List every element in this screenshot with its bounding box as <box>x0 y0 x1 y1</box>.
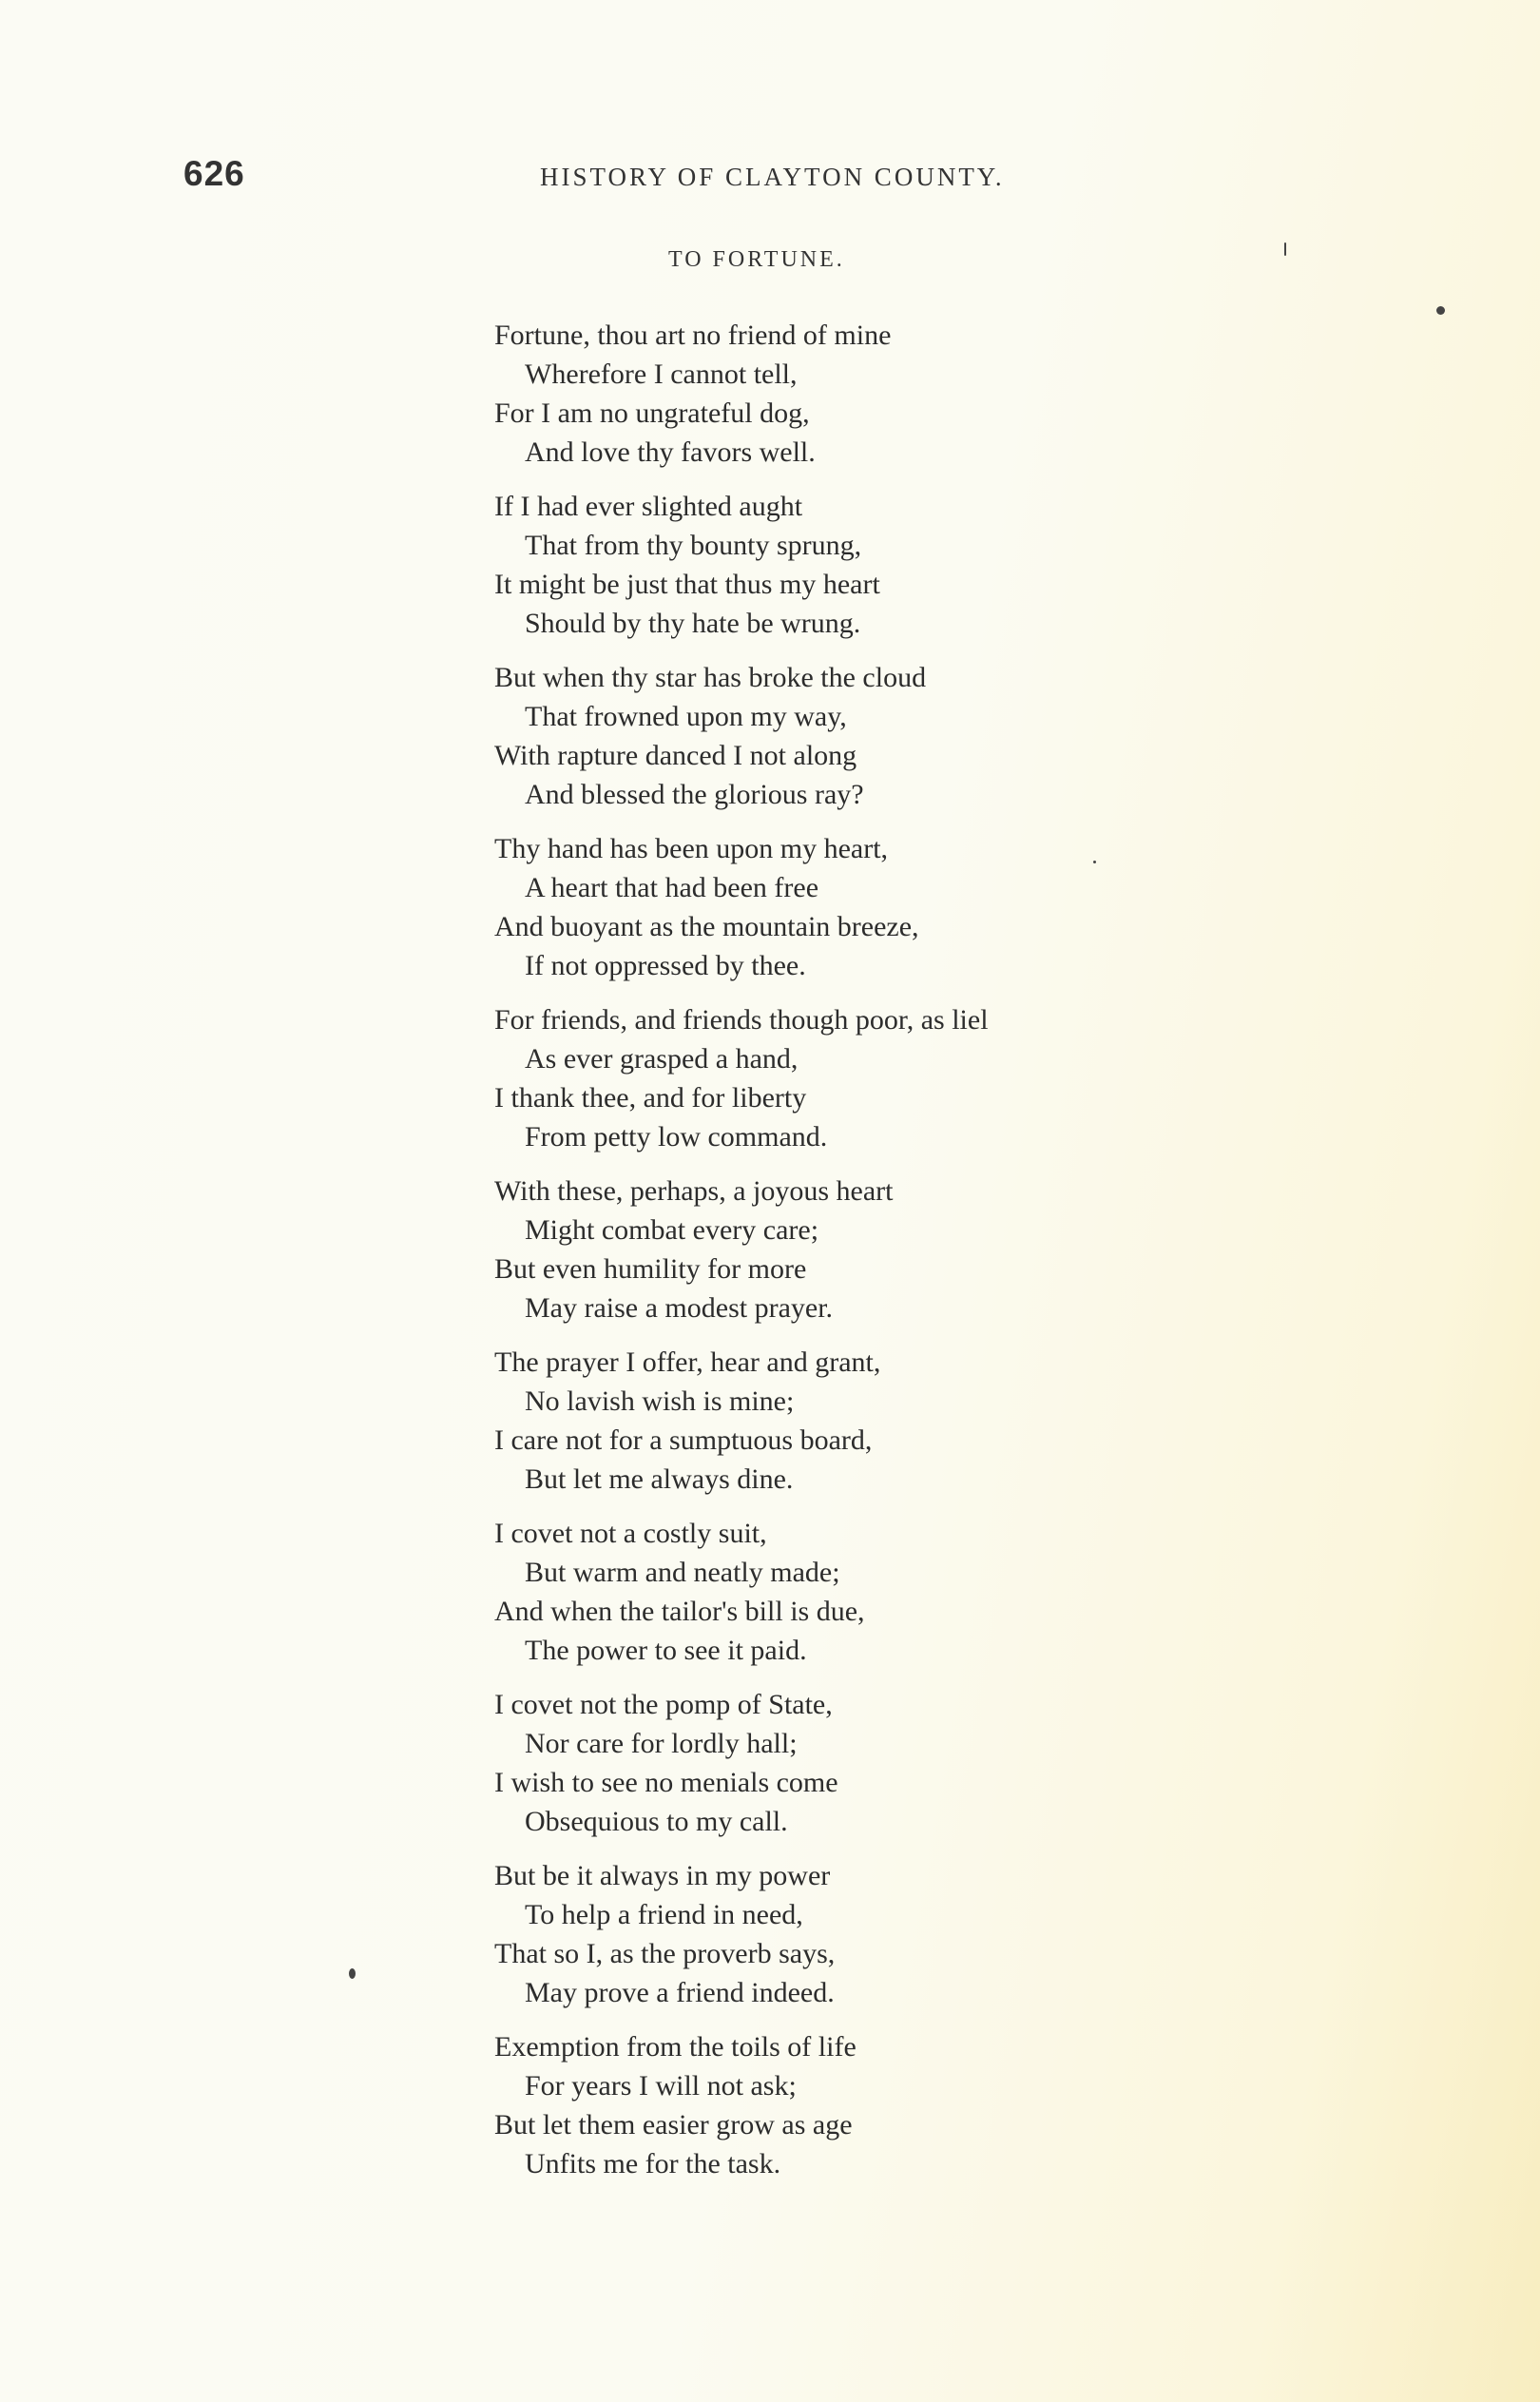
poem-line: If not oppressed by thee. <box>525 950 806 981</box>
stanza <box>494 1514 1217 1670</box>
poem-line: Might combat every care; <box>525 1214 819 1246</box>
poem-line: Nor care for lordly hall; <box>525 1728 798 1759</box>
stanza <box>494 487 1217 643</box>
poem-line: I wish to see no menials come <box>494 1767 838 1798</box>
poem-line: Wherefore I cannot tell, <box>525 358 798 390</box>
stanza <box>494 1343 1217 1499</box>
poem-line: It might be just that thus my heart <box>494 569 880 600</box>
poem-line: Should by thy hate be wrung. <box>525 608 861 639</box>
poem-line: But let them easier grow as age <box>494 2109 853 2140</box>
stanza <box>494 316 1217 472</box>
poem-line: A heart that had been free <box>525 872 819 903</box>
stanza <box>494 829 1217 985</box>
poem-line: But warm and neatly made; <box>525 1557 840 1588</box>
ink-speck <box>1284 242 1286 256</box>
poem-line: That so I, as the proverb says, <box>494 1938 836 1969</box>
poem-line: Exemption from the toils of life <box>494 2031 857 2063</box>
poem-line: But be it always in my power <box>494 1860 831 1891</box>
stanza <box>494 658 1217 814</box>
poem-line: Unfits me for the task. <box>525 2148 781 2179</box>
stanza <box>494 1856 1217 2012</box>
stanza <box>494 2027 1217 2183</box>
poem-line: The prayer I offer, hear and grant, <box>494 1346 881 1378</box>
poem-line: No lavish wish is mine; <box>525 1385 795 1417</box>
poem-line: As ever grasped a hand, <box>525 1043 799 1075</box>
poem-line: I covet not a costly suit, <box>494 1518 767 1549</box>
poem-line: But when thy star has broke the cloud <box>494 662 927 693</box>
poem-line: For friends, and friends though poor, as liel <box>494 1004 989 1036</box>
poem-line: And when the tailor's bill is due, <box>494 1596 865 1627</box>
poem-line: And buoyant as the mountain breeze, <box>494 911 919 942</box>
poem-line: From petty low command. <box>525 1121 828 1153</box>
page-number: 626 <box>183 154 245 193</box>
poem-line: For I am no ungrateful dog, <box>494 397 810 429</box>
stanza <box>494 1685 1217 1841</box>
poem-line: And love thy favors well. <box>525 436 816 468</box>
poem-line: But let me always dine. <box>525 1463 794 1495</box>
poem-line: To help a friend in need, <box>525 1899 803 1930</box>
poem-line: I covet not the pomp of State, <box>494 1689 833 1720</box>
poem-line: The power to see it paid. <box>525 1635 807 1666</box>
poem-line: With these, perhaps, a joyous heart <box>494 1175 894 1207</box>
poem-line: And blessed the glorious ray? <box>525 779 864 810</box>
ink-speck <box>1093 861 1096 863</box>
poem-line: Fortune, thou art no friend of mine <box>494 320 892 351</box>
running-head: HISTORY OF CLAYTON COUNTY. <box>540 163 1005 191</box>
poem-line: But even humility for more <box>494 1253 807 1285</box>
poem-body <box>494 316 1217 2199</box>
poem-line: I care not for a sumptuous board, <box>494 1424 873 1456</box>
poem-line: For years I will not ask; <box>525 2070 797 2102</box>
poem-line: May prove a friend indeed. <box>525 1977 835 2008</box>
poem-line: If I had ever slighted aught <box>494 491 803 522</box>
poem-line: I thank thee, and for liberty <box>494 1082 807 1114</box>
ink-speck <box>1436 306 1445 315</box>
poem-line: May raise a modest prayer. <box>525 1292 834 1324</box>
poem-line: Thy hand has been upon my heart, <box>494 833 889 864</box>
stanza <box>494 1172 1217 1327</box>
stanza <box>494 1000 1217 1156</box>
poem-line: That from thy bounty sprung, <box>525 530 862 561</box>
poem-title: TO FORTUNE. <box>668 247 845 272</box>
poem-line: That frowned upon my way, <box>525 701 847 732</box>
poem-line: With rapture danced I not along <box>494 740 857 771</box>
ink-speck <box>349 1968 356 1979</box>
poem-line: Obsequious to my call. <box>525 1806 788 1837</box>
